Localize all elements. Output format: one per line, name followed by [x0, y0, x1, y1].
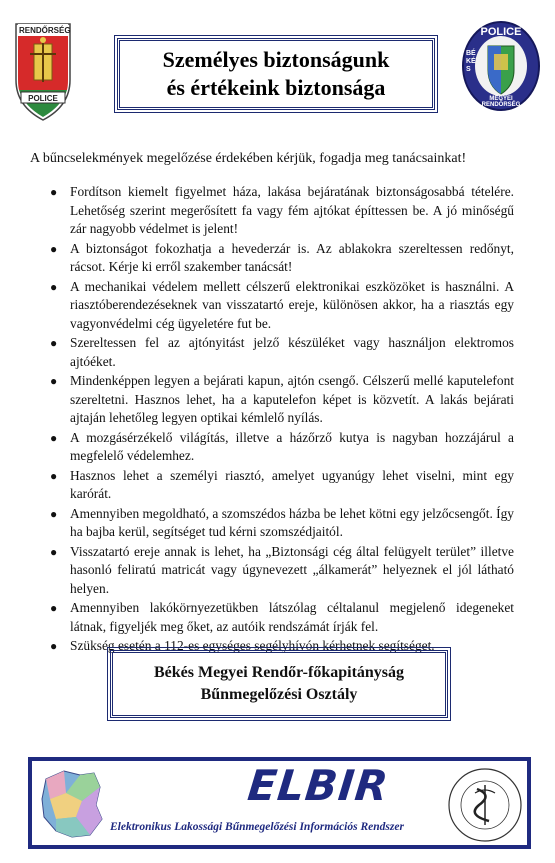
- list-item: [44, 183, 514, 239]
- bekes-county-police-badge: [460, 20, 542, 112]
- bullet-icon: ●: [50, 336, 58, 350]
- bullet-icon: ●: [50, 544, 58, 559]
- police-shield-badge-icon: [12, 20, 74, 122]
- elbir-logo: ELBIR: [245, 761, 392, 810]
- list-item: [44, 543, 514, 599]
- list-item: [44, 334, 514, 371]
- emblem-top-text: POLICE: [480, 26, 522, 38]
- bullet-icon: ●: [50, 374, 58, 388]
- department-division: Bűnmegelőzési Osztály: [200, 686, 358, 703]
- bullet-icon: ●: [50, 468, 58, 483]
- title-box: [117, 38, 435, 110]
- badge-top-text: RENDŐRSÉG: [19, 26, 71, 35]
- bullet-icon: ●: [50, 639, 58, 653]
- list-item: [44, 429, 514, 466]
- tip-text: Hasznos lehet a személyi riasztó, amelyet ugyanúgy lehet viselni, mint egy karórát.: [70, 467, 514, 501]
- list-item: [44, 240, 514, 277]
- bullet-icon: ●: [50, 185, 58, 199]
- list-item: [44, 467, 514, 504]
- elbir-subtitle: Elektronikus Lakossági Bűnmegelőzési Információs Rendszer: [110, 821, 404, 833]
- list-item: [44, 599, 514, 636]
- county-map-icon: [36, 765, 106, 843]
- emblem-bottom-text: MEGYEI RENDŐRSÉG: [481, 96, 521, 108]
- tip-text: Fordítson kiemelt figyelmet háza, lakása bejáratának biztonságosabbá tételére. Lehetőség szerint megerősített fa vagy fém ajtókat építtessen be. A jó minőségű zár nagyobb védelmet is jelent!: [70, 184, 514, 236]
- department-name: Békés Megyei Rendőr-főkapitányság: [153, 664, 405, 681]
- tips-list: [44, 183, 514, 657]
- list-item: [44, 505, 514, 542]
- bullet-icon: ●: [50, 601, 58, 615]
- bullet-icon: ●: [50, 430, 58, 445]
- tip-text: A biztonságot fokozhatja a hevederzár is. Az ablakokra szereltessen redőnyt, rácsot. Kérje ki erről szakember tanácsát!: [70, 240, 514, 274]
- department-box: [110, 650, 448, 718]
- elbir-banner: [28, 757, 531, 849]
- list-item: [44, 278, 514, 334]
- page-title-line-2: és értékeink biztonsága: [166, 75, 386, 100]
- bullet-icon: ●: [50, 279, 58, 294]
- list-item: [44, 372, 514, 428]
- badge-bottom-text: POLICE: [28, 94, 58, 103]
- tip-text: Mindenképpen legyen a bejárati kapun, ajtón csengő. Célszerű mellé kaputelefont szereltetni. Hasznos lehet, ha a kaputelefon képet is közvetít. A lakás bejárati ajtaján lehetőleg legyen optikai kémlelő nyílás.: [70, 373, 514, 425]
- tip-text: A mozgásérzékelő világítás, illetve a házőrző kutya is nagyban hozzájárul a megfelelő védelemhez.: [70, 429, 514, 463]
- rendorseg-police-badge: [12, 20, 74, 122]
- tip-text: Amennyiben megoldható, a szomszédos házba be lehet kötni egy jelzőcsengőt. Így ha bajba kerül, segítséget tud kérni szomszédjaitól.: [70, 505, 514, 539]
- rendorseg-seal-icon: [445, 765, 525, 845]
- page-title-line-1: Személyes biztonságunk: [162, 47, 390, 72]
- tip-text: Visszatartó ereje annak is lehet, ha „Biztonsági cég által felügyelt terület” illetve hasonló feliratú matricát vagy úgynevezett „álkamerát” helyeznek el jól látható helyen.: [70, 543, 514, 596]
- tip-text: Amennyiben lakókörnyezetükben látszólag céltalanul megjelenő idegeneket látnak, figyeljék meg őket, az autóik rendszámát írják fel.: [70, 600, 514, 634]
- bullet-icon: ●: [50, 241, 58, 256]
- emblem-left-text: BÉKÉS: [466, 50, 476, 73]
- bullet-icon: ●: [50, 506, 58, 521]
- tip-text: Szükség esetén a 112-es egységes segélyhívón kérhetnek segítséget.: [70, 638, 435, 653]
- tip-text: Szereltessen fel az ajtónyitást jelző készüléket vagy használjon elektromos ajtóéket.: [70, 335, 514, 369]
- intro-text: A bűncselekmények megelőzése érdekében kérjük, fogadja meg tanácsainkat!: [30, 151, 467, 166]
- tip-text: A mechanikai védelem mellett célszerű elektronikai eszközöket is használni. A riasztóberendezéseknek van visszatartó ereje, különösen akkor, ha a riasztás egy vagyonvédelmi cég ügyeletére fut be.: [70, 278, 514, 331]
